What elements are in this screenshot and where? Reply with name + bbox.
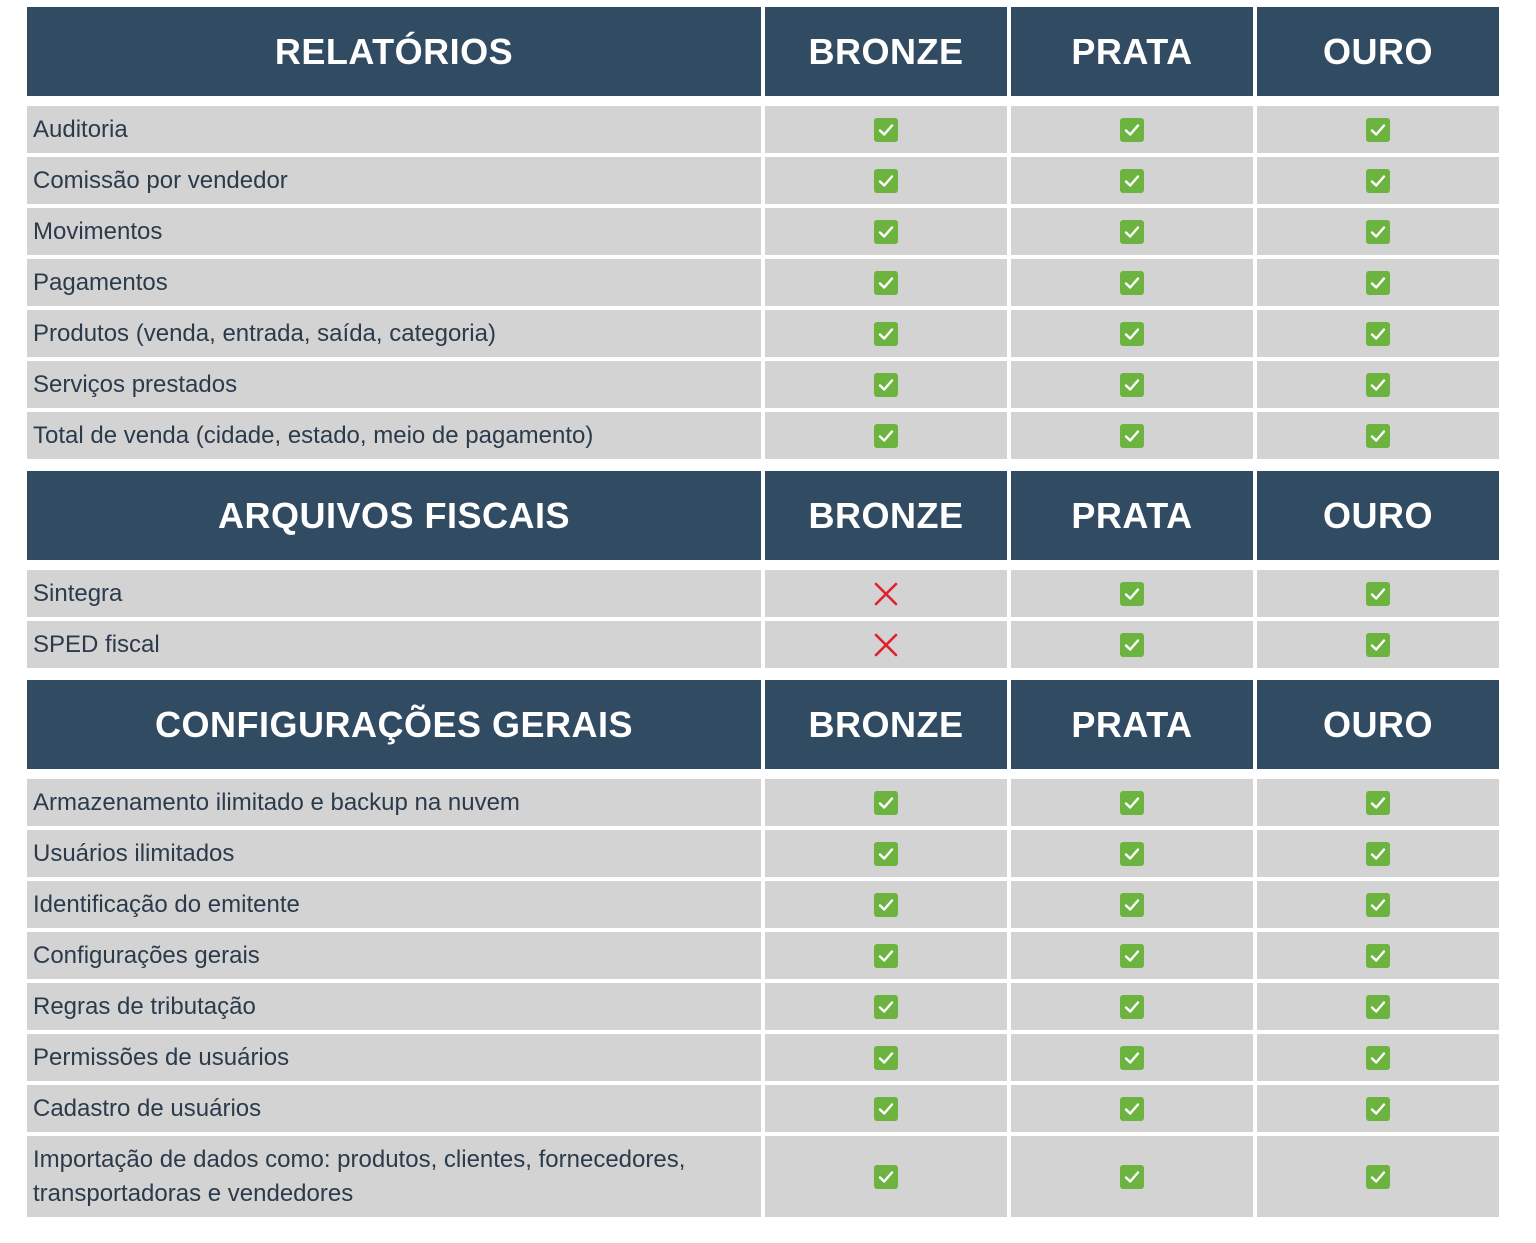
availability-cell-ouro [1257,361,1499,408]
check-icon [1120,1165,1144,1189]
availability-cell-bronze [765,208,1007,255]
availability-cell-bronze [765,570,1007,617]
availability-cell-ouro [1257,779,1499,826]
check-icon [874,1046,898,1070]
availability-cell-bronze [765,310,1007,357]
table-row [27,1085,1499,1132]
availability-cell-ouro [1257,621,1499,668]
feature-rows [27,779,1499,1217]
availability-cell-ouro [1257,310,1499,357]
check-icon [1366,271,1390,295]
table-row [27,621,1499,668]
table-row [27,932,1499,979]
plan-header-ouro: OURO [1257,471,1499,560]
table-row [27,412,1499,459]
table-row [27,259,1499,306]
feature-label: Auditoria [27,106,761,153]
availability-cell-prata [1011,208,1253,255]
availability-cell-bronze [765,1085,1007,1132]
availability-cell-bronze [765,157,1007,204]
availability-cell-prata [1011,932,1253,979]
check-icon [874,791,898,815]
availability-cell-ouro [1257,1034,1499,1081]
availability-cell-prata [1011,1136,1253,1217]
feature-label: SPED fiscal [27,621,761,668]
table-row [27,570,1499,617]
check-icon [1120,791,1144,815]
check-icon [1366,842,1390,866]
plan-header-bronze: BRONZE [765,471,1007,560]
availability-cell-prata [1011,779,1253,826]
check-icon [1120,1046,1144,1070]
availability-cell-prata [1011,259,1253,306]
table-row [27,208,1499,255]
availability-cell-ouro [1257,932,1499,979]
check-icon [874,995,898,1019]
check-icon [874,944,898,968]
availability-cell-bronze [765,779,1007,826]
feature-rows [27,570,1499,668]
availability-cell-bronze [765,1034,1007,1081]
plan-header-ouro: OURO [1257,680,1499,769]
table-row [27,1136,1499,1217]
check-icon [1366,424,1390,448]
availability-cell-prata [1011,1034,1253,1081]
section-title: RELATÓRIOS [27,7,761,96]
availability-cell-prata [1011,983,1253,1030]
availability-cell-prata [1011,830,1253,877]
check-icon [1120,373,1144,397]
availability-cell-prata [1011,310,1253,357]
check-icon [874,322,898,346]
availability-cell-bronze [765,259,1007,306]
section-title: CONFIGURAÇÕES GERAIS [27,680,761,769]
availability-cell-ouro [1257,881,1499,928]
feature-label: Regras de tributação [27,983,761,1030]
section-arquivos-fiscais [27,471,1499,668]
check-icon [1120,118,1144,142]
availability-cell-bronze [765,106,1007,153]
availability-cell-prata [1011,621,1253,668]
table-row [27,361,1499,408]
check-icon [1366,1097,1390,1121]
check-icon [1366,893,1390,917]
feature-label: Comissão por vendedor [27,157,761,204]
section-header [27,680,1499,769]
check-icon [1366,169,1390,193]
section-configuracoes-gerais [27,680,1499,1217]
check-icon [874,893,898,917]
check-icon [1120,322,1144,346]
table-row [27,779,1499,826]
check-icon [1366,322,1390,346]
feature-label: Armazenamento ilimitado e backup na nuvem [27,779,761,826]
availability-cell-prata [1011,412,1253,459]
check-icon [1366,220,1390,244]
feature-label: Total de venda (cidade, estado, meio de pagamento) [27,412,761,459]
availability-cell-ouro [1257,259,1499,306]
check-icon [874,271,898,295]
availability-cell-ouro [1257,208,1499,255]
plan-header-prata: PRATA [1011,471,1253,560]
availability-cell-prata [1011,881,1253,928]
check-icon [1120,271,1144,295]
feature-label: Importação de dados como: produtos, clientes, fornecedores, transportadoras e vendedores [27,1136,761,1217]
availability-cell-prata [1011,1085,1253,1132]
table-row [27,106,1499,153]
check-icon [1120,995,1144,1019]
feature-label: Identificação do emitente [27,881,761,928]
check-icon [1366,118,1390,142]
availability-cell-prata [1011,157,1253,204]
availability-cell-bronze [765,361,1007,408]
availability-cell-bronze [765,830,1007,877]
check-icon [1366,633,1390,657]
check-icon [1366,373,1390,397]
check-icon [874,424,898,448]
section-header [27,7,1499,96]
feature-label: Movimentos [27,208,761,255]
check-icon [1120,169,1144,193]
check-icon [1120,220,1144,244]
plan-header-ouro: OURO [1257,7,1499,96]
check-icon [1120,582,1144,606]
availability-cell-bronze [765,412,1007,459]
check-icon [874,220,898,244]
availability-cell-prata [1011,361,1253,408]
availability-cell-ouro [1257,412,1499,459]
table-row [27,310,1499,357]
check-icon [874,118,898,142]
plan-comparison-table [27,7,1499,1229]
table-row [27,157,1499,204]
feature-label: Usuários ilimitados [27,830,761,877]
plan-header-bronze: BRONZE [765,680,1007,769]
feature-label: Serviços prestados [27,361,761,408]
availability-cell-ouro [1257,830,1499,877]
check-icon [1120,1097,1144,1121]
check-icon [874,169,898,193]
table-row [27,830,1499,877]
availability-cell-bronze [765,881,1007,928]
cross-icon [873,581,899,607]
availability-cell-bronze [765,983,1007,1030]
availability-cell-ouro [1257,570,1499,617]
plan-header-bronze: BRONZE [765,7,1007,96]
availability-cell-prata [1011,106,1253,153]
feature-label: Sintegra [27,570,761,617]
check-icon [1120,842,1144,866]
check-icon [874,373,898,397]
availability-cell-ouro [1257,983,1499,1030]
section-title: ARQUIVOS FISCAIS [27,471,761,560]
availability-cell-ouro [1257,1136,1499,1217]
check-icon [874,1165,898,1189]
availability-cell-bronze [765,1136,1007,1217]
check-icon [1120,633,1144,657]
table-row [27,983,1499,1030]
availability-cell-ouro [1257,106,1499,153]
availability-cell-ouro [1257,1085,1499,1132]
feature-label: Permissões de usuários [27,1034,761,1081]
check-icon [874,842,898,866]
check-icon [1366,1165,1390,1189]
table-row [27,881,1499,928]
check-icon [1120,944,1144,968]
check-icon [1120,424,1144,448]
table-row [27,1034,1499,1081]
availability-cell-bronze [765,932,1007,979]
cross-icon [873,632,899,658]
feature-label: Cadastro de usuários [27,1085,761,1132]
plan-header-prata: PRATA [1011,7,1253,96]
plan-header-prata: PRATA [1011,680,1253,769]
check-icon [1366,582,1390,606]
feature-label: Pagamentos [27,259,761,306]
availability-cell-prata [1011,570,1253,617]
check-icon [1120,893,1144,917]
feature-label: Produtos (venda, entrada, saída, categoria) [27,310,761,357]
check-icon [1366,944,1390,968]
section-relatorios [27,7,1499,459]
availability-cell-bronze [765,621,1007,668]
check-icon [1366,791,1390,815]
availability-cell-ouro [1257,157,1499,204]
feature-label: Configurações gerais [27,932,761,979]
feature-rows [27,106,1499,459]
section-header [27,471,1499,560]
check-icon [1366,1046,1390,1070]
check-icon [874,1097,898,1121]
check-icon [1366,995,1390,1019]
